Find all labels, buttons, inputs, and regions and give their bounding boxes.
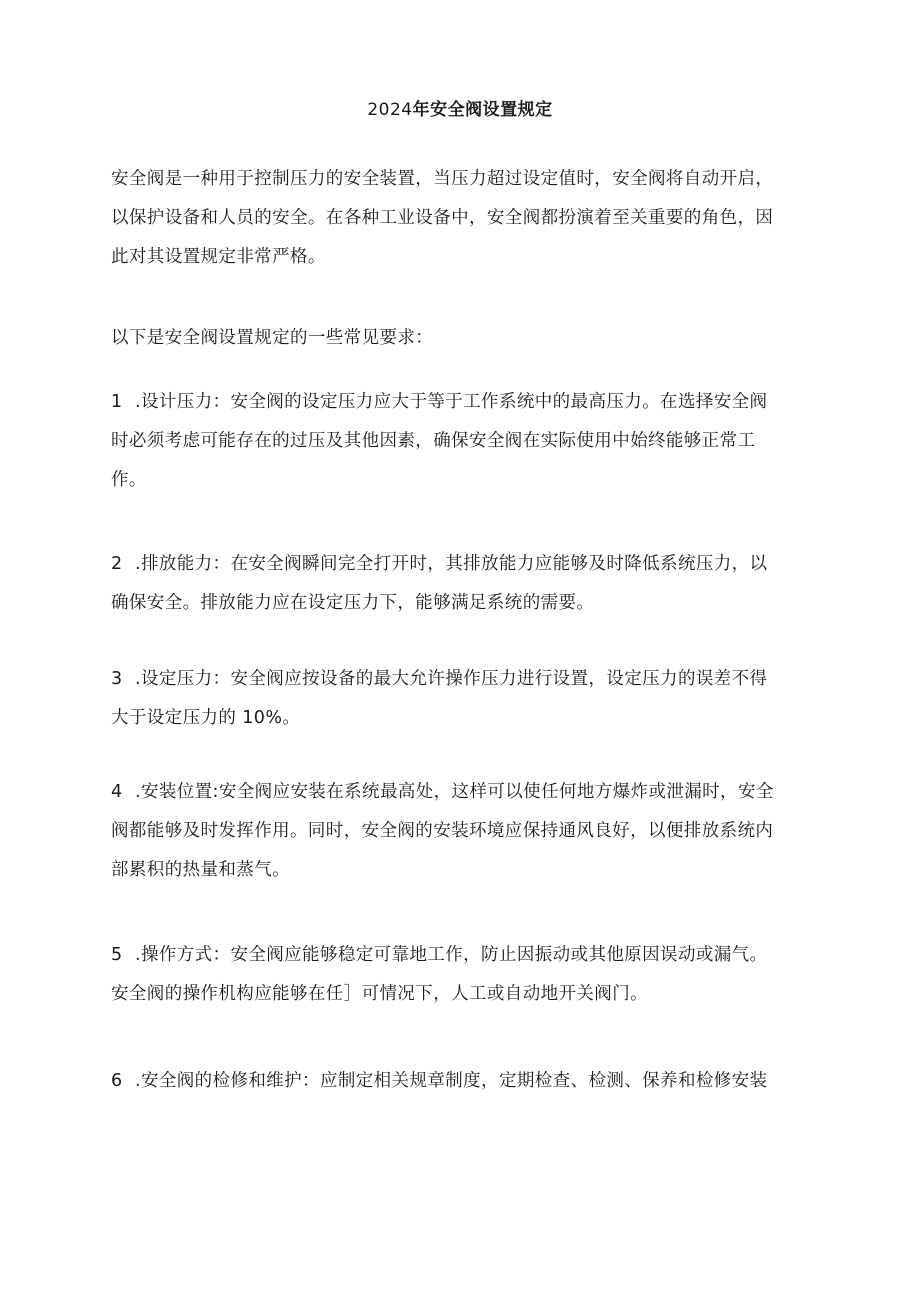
- requirement-item-3: [111, 660, 811, 738]
- item-line: 确保安全。排放能力应在设定压力下，能够满足系统的需要。: [111, 593, 595, 613]
- item-line: .排放能力：在安全阀瞬间完全打开时，其排放能力应能够及时降低系统压力，以: [135, 554, 768, 574]
- requirement-item-2: [111, 545, 811, 623]
- item-line: .设定压力：安全阀应按设备的最大允许操作压力进行设置，设定压力的误差不得: [135, 669, 768, 689]
- intro-paragraph: [111, 160, 811, 277]
- title-text: 年安全阀设置规定: [412, 100, 553, 120]
- item-number: 4: [111, 782, 123, 802]
- lead-paragraph: [111, 319, 811, 358]
- item-line: 安全阀的操作机构应能够在任］可情况下，人工或自动地开关阀门。: [111, 984, 648, 1004]
- item-line: .安全阀的检修和维护：应制定相关规章制度，定期检查、检测、保养和检修安装: [135, 1071, 768, 1091]
- document-title: [0, 97, 920, 123]
- item-line: 时必须考虑可能存在的过压及其他因素，确保安全阀在实际使用中始终能够正常工: [111, 431, 756, 451]
- item-line: 阀都能够及时发挥作用。同时，安全阀的安装环境应保持通风良好，以便排放系统内: [111, 821, 774, 841]
- intro-line: 以保护设备和人员的安全。在各种工业设备中，安全阀都扮演着至关重要的角色，因: [111, 208, 774, 228]
- intro-line: 此对其设置规定非常严格。: [111, 247, 326, 267]
- item-number: 1: [111, 392, 123, 412]
- item-line: 部累积的热量和蒸气。: [111, 860, 290, 880]
- item-line: 作。: [111, 470, 147, 490]
- item-line: .安装位置:安全阀应安装在系统最高处，这样可以使任何地方爆炸或泄漏时，安全: [135, 782, 774, 802]
- item-number: 3: [111, 669, 123, 689]
- item-number: 6: [111, 1071, 123, 1091]
- intro-line: 安全阀是一种用于控制压力的安全装置，当压力超过设定值时，安全阀将自动开启，: [111, 169, 774, 189]
- requirement-item-4: [111, 773, 811, 890]
- item-number: 2: [111, 554, 123, 574]
- requirement-item-1: [111, 383, 811, 500]
- requirement-item-5: [111, 936, 811, 1014]
- item-number: 5: [111, 945, 123, 965]
- lead-line: 以下是安全阀设置规定的一些常见要求：: [111, 328, 434, 348]
- item-line: .操作方式：安全阀应能够稳定可靠地工作，防止因振动或其他原因误动或漏气。: [135, 945, 768, 965]
- item-line: 大于设定压力的 10%。: [111, 708, 301, 728]
- requirement-item-6: [111, 1062, 811, 1101]
- title-year: 2024: [367, 100, 413, 120]
- item-line: .设计压力：安全阀的设定压力应大于等于工作系统中的最高压力。在选择安全阀: [135, 392, 768, 412]
